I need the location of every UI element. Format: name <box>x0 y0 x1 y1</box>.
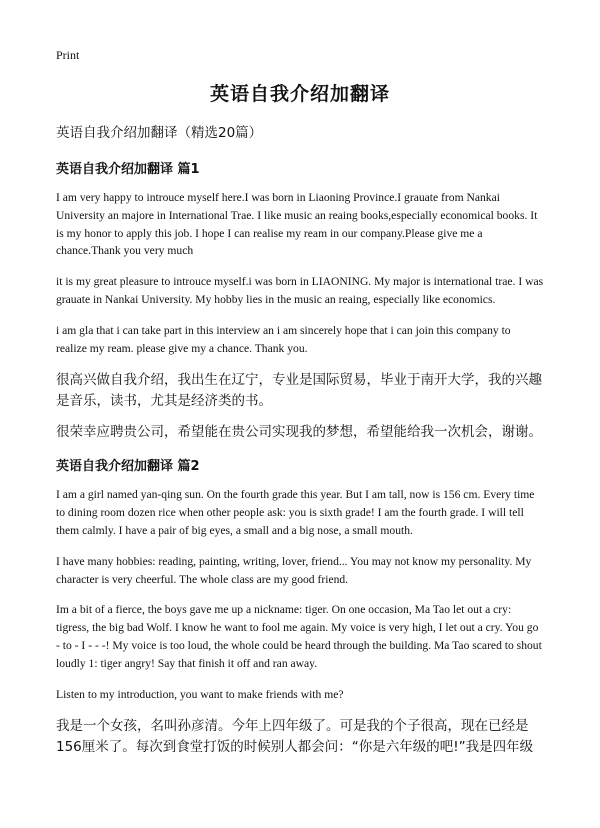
section-heading-2: 英语自我介绍加翻译 篇2 <box>56 459 200 475</box>
document-body <box>56 121 544 768</box>
section-heading-1: 英语自我介绍加翻译 篇1 <box>56 162 200 177</box>
paragraph: I am a girl named yan-qing sun. On the fourth grade this year. But I am tall, now is 156 cm. Every time to dining room dozen rice when other people ask: you is sixth grade! I am the fourth grade. I will tell them calmly. I have a pair of big eyes, a small and a big nose, a small mouth. <box>56 488 535 537</box>
paragraph: it is my great pleasure to introuce myself.i was born in LIAONING. My major is international trae. I was grauate in Nankai University. My hobby lies in the music an reaing, especially like economics. <box>56 275 544 306</box>
print-label[interactable]: Print <box>56 48 80 62</box>
paragraph: I have many hobbies: reading, painting, writing, lover, friend... You may not know my personality. My character is very cheerful. The whole class are my good friend. <box>56 554 532 586</box>
paragraph: Im a bit of a fierce, the boys gave me up a nickname: tiger. On one occasion, Ma Tao let out a cry: tigress, the big bad Wolf. I know he want to fool me again. My voice is very high, I let out a cry. You go - to - I - - -! My voice is too loud, the whole could be heard through the building. Ma Tao scared to shout loudly 1: tiger angry! Say that finish it off and ran away. <box>56 603 542 670</box>
chinese-paragraph: 我是一个女孩，名叫孙彦清。今年上四年级了。可是我的个子很高，现在已经是156厘米了。每次到食堂打饭的时候别人都会问：“你是六年级的吧!”我是四年级 <box>56 718 534 756</box>
chinese-paragraph: 很荣幸应聘贵公司，希望能在贵公司实现我的梦想，希望能给我一次机会，谢谢。 <box>56 424 542 441</box>
chinese-paragraph: 很高兴做自我介绍，我出生在辽宁，专业是国际贸易，毕业于南开大学，我的兴趣是音乐，读书，尤其是经济类的书。 <box>56 372 542 410</box>
document-subtitle: 英语自我介绍加翻译（精选20篇） <box>56 125 263 141</box>
paragraph: Listen to my introduction, you want to make friends with me? <box>56 687 344 701</box>
paragraph: I am very happy to introuce myself here.I was born in Liaoning Province.I grauate from Nankai University an majore in International Trae. I like music an reaing books,especially economical books. It is my honor to apply this job. I hope I can realise my ream in our company.Please give me a chance.Thank you very much <box>56 191 538 258</box>
paragraph: i am gla that i can take part in this interview an i am sincerely hope that i can join this company to realize my ream. please give my a chance. Thank you. <box>56 323 511 355</box>
document-title: 英语自我介绍加翻译 <box>209 83 390 105</box>
